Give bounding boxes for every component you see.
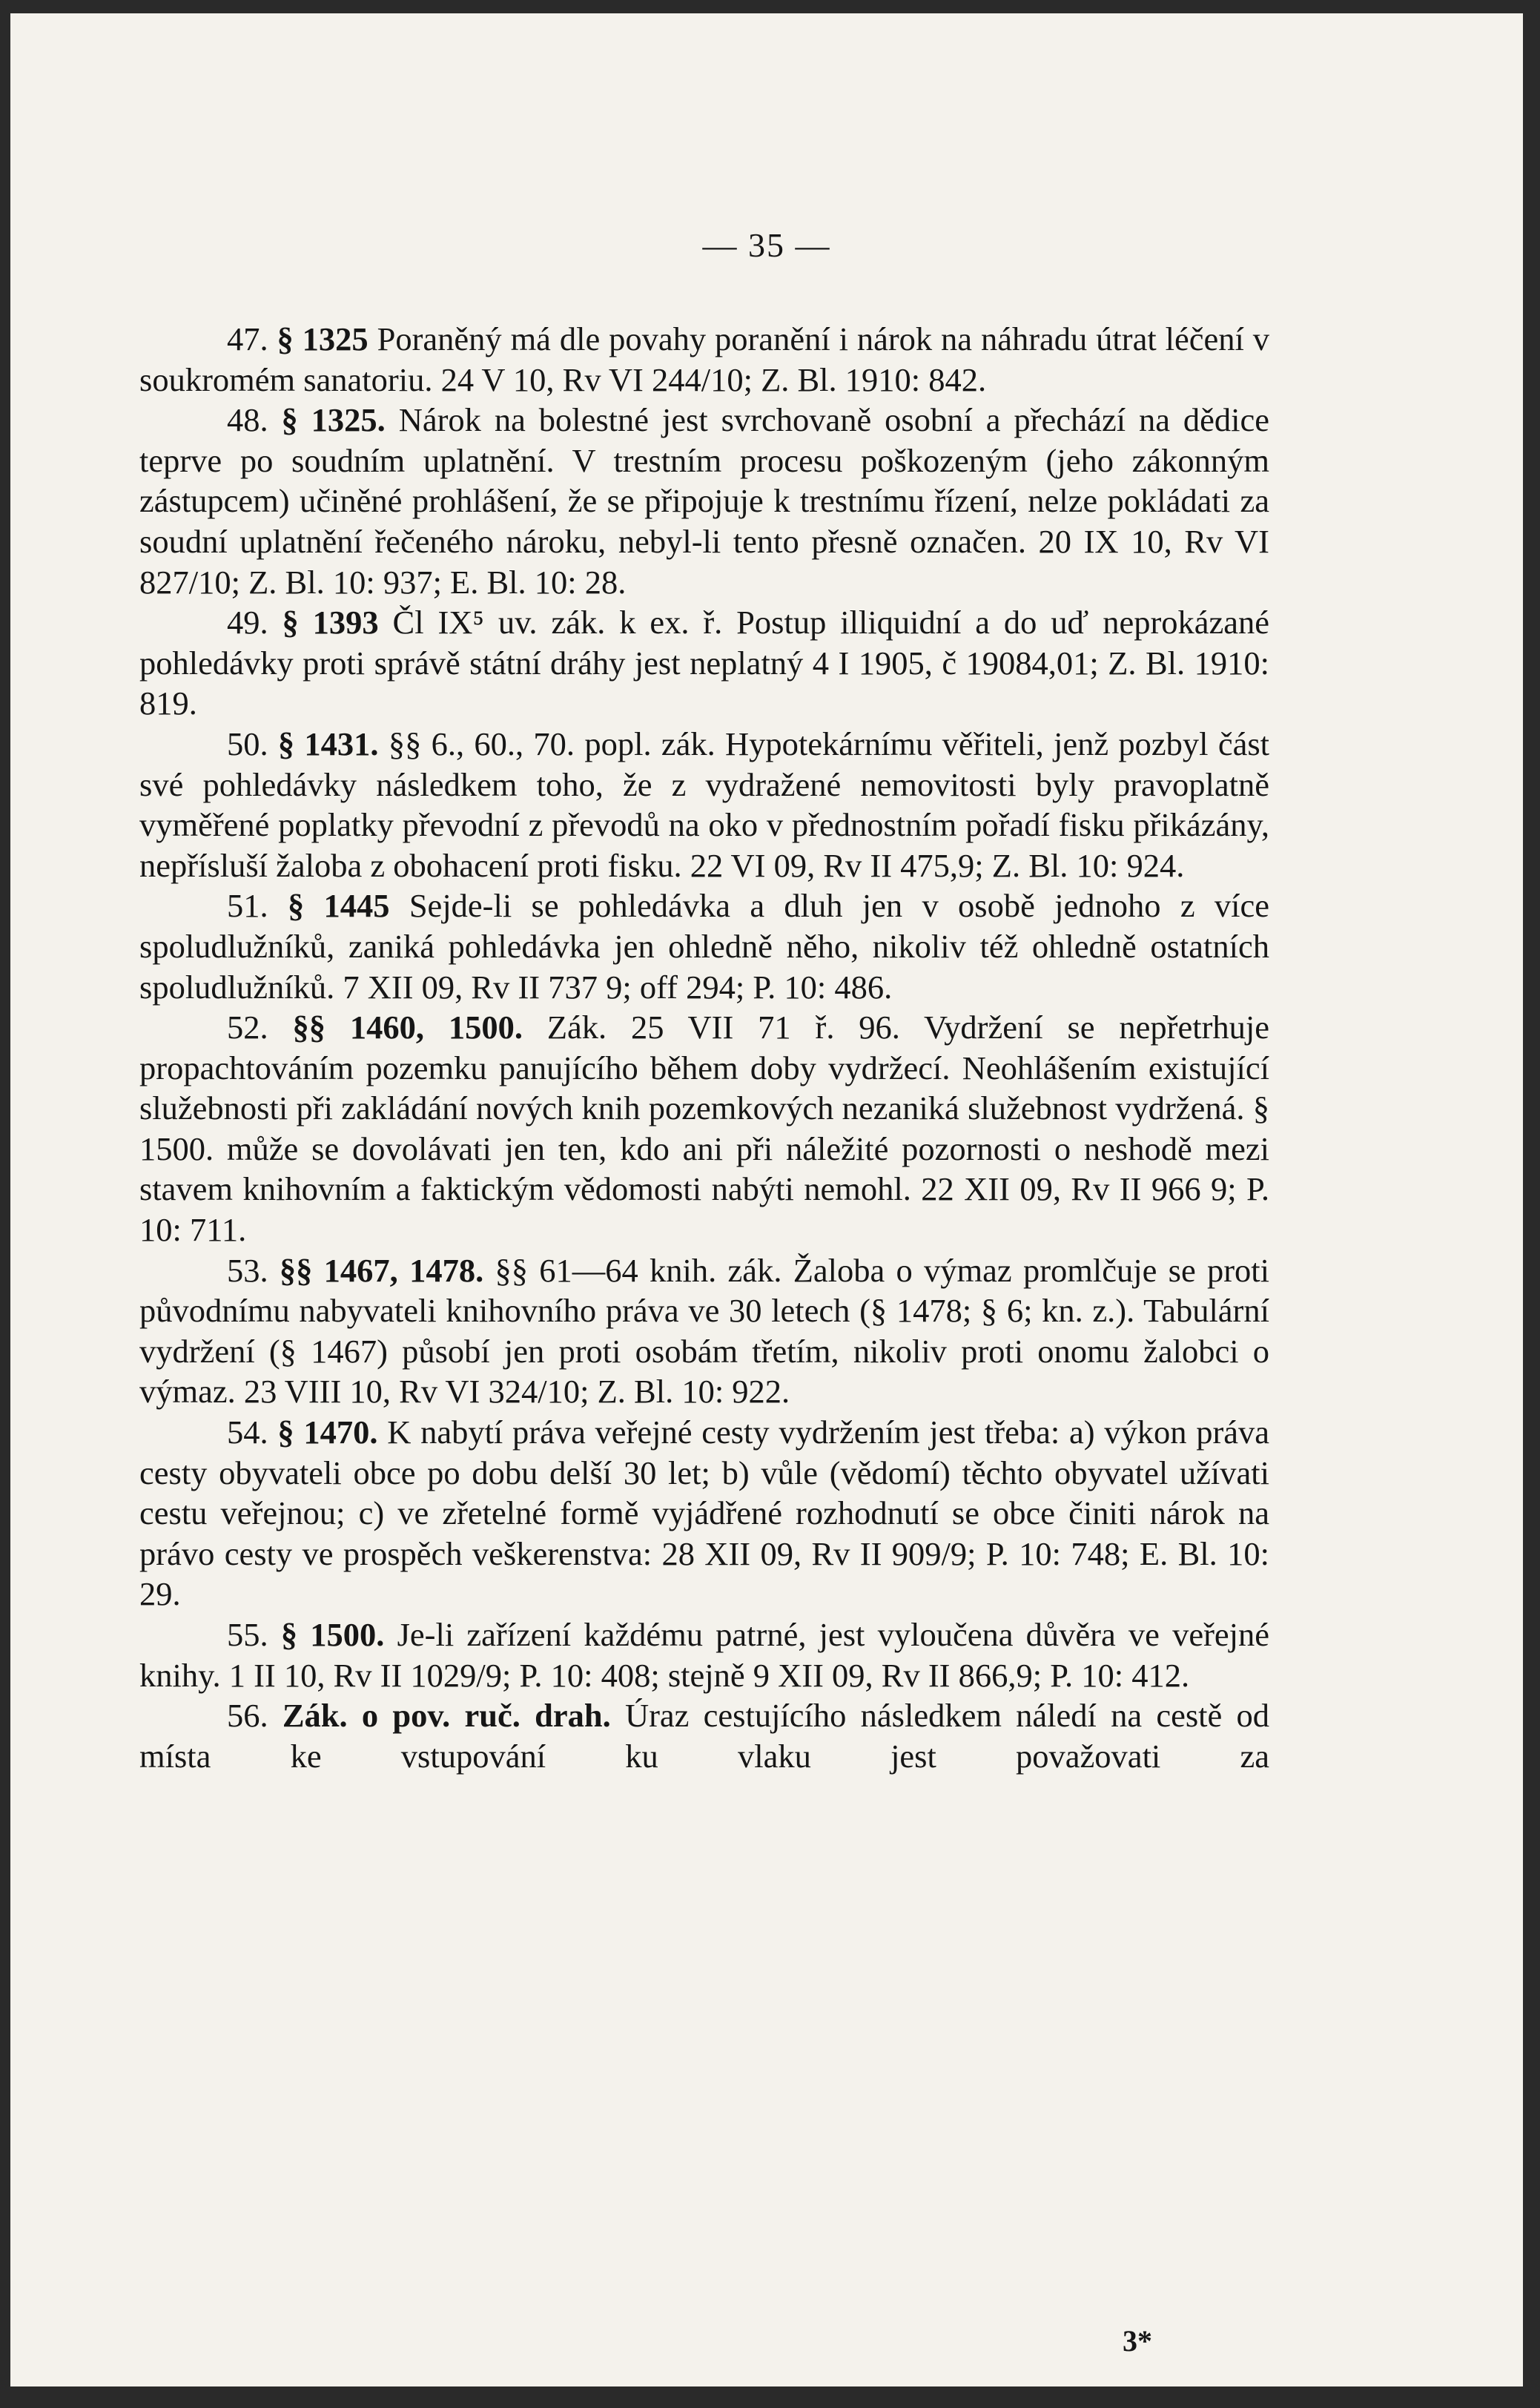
entries-text <box>139 319 1269 1776</box>
entry-lead: §§ 1467, 1478. <box>279 1251 484 1289</box>
entry-text: Úraz cestujícího následkem náledí na cestě od místa ke vstupování ku vlaku jest považovati za <box>139 1697 1270 1775</box>
entry-text: Nárok na bolestné jest svrchovaně osobní a přechází na dědice teprve po soudním uplatnění. V trestním procesu poškozeným (jeho zákonným zástupcem) učiněné prohlášení, že se připojuje k trestnímu řízení, nelze pokládati za soudní uplatnění řečeného nároku, nebyl-li tento přesně označen. 20 IX 10, Rv VI 827/10; Z. Bl. 10: 937; E. Bl. 10: 28. <box>139 401 1270 601</box>
entry-47 <box>139 319 1269 400</box>
entry-number: 54. <box>227 1414 268 1451</box>
entry-number: 49. <box>227 604 268 641</box>
entry-lead: Zák. o pov. ruč. drah. <box>282 1697 611 1735</box>
entry-number: 51. <box>227 887 268 925</box>
entry-text: Sejde-li se pohledávka a dluh jen v osobě jednoho z více spoludlužníků, zaniká pohledávka jen ohledně něho, nikoliv též ohledně ostatních spoludlužníků. 7 XII 09, Rv II 737 9; off 294; P. 10: 486. <box>139 887 1270 1006</box>
entry-56 <box>139 1695 1269 1776</box>
entry-lead: § 1393 <box>282 604 379 641</box>
entry-text: Čl IX⁵ uv. zák. k ex. ř. Postup illiquidní a do uď neprokázané pohledávky proti správě státní dráhy jest neplatný 4 I 1905, č 19084,01; Z. Bl. 1910: 819. <box>139 604 1270 722</box>
signature-mark: 3* <box>1123 2324 1152 2358</box>
entry-lead: § 1445 <box>287 887 390 925</box>
entry-text: Je-li zařízení každému patrné, jest vyloučena důvěra ve veřejné knihy. 1 II 10, Rv II 1029/9; P. 10: 408; stejně 9 XII 09, Rv II 866,9; P. 10: 412. <box>139 1616 1270 1694</box>
entry-number: 47. <box>227 320 268 357</box>
entry-53 <box>139 1250 1269 1412</box>
entry-number: 48. <box>227 401 268 439</box>
entry-lead: § 1325. <box>281 401 386 439</box>
entry-54 <box>139 1412 1269 1614</box>
entry-number: 55. <box>227 1616 268 1653</box>
entry-55 <box>139 1614 1269 1695</box>
entry-lead: § 1325 <box>277 320 369 357</box>
entry-text: K nabytí práva veřejné cesty vydržením jest třeba: a) výkon práva cesty obyvateli obce po dobu delší 30 let; b) vůle (vědomí) těchto obyvatel užívati cestu veřejnou; c) ve zřetelné formě vyjádřené rozhodnutí se obce činiti nárok na právo cesty ve prospěch veškerenstva: 28 XII 09, Rv II 909/9; P. 10: 748; E. Bl. 10: 29. <box>139 1414 1270 1613</box>
entry-number: 50. <box>227 725 268 762</box>
entry-text: §§ 6., 60., 70. popl. zák. Hypotekárnímu věřiteli, jenž pozbyl část své pohledávky následkem toho, že z vydražené nemovitosti byly pravoplatně vyměřené poplatky převodní z převodů na oko v přednostním pořadí fisku přikázány, nepřísluší žaloba z obohacení proti fisku. 22 VI 09, Rv II 475,9; Z. Bl. 10: 924. <box>139 725 1269 884</box>
book-page <box>10 13 1523 2386</box>
entry-48 <box>139 400 1269 602</box>
entry-49 <box>139 602 1269 724</box>
page-number: — 35 — <box>702 226 831 264</box>
entry-lead: § 1431. <box>277 725 379 762</box>
entry-text: Zák. 25 VII 71 ř. 96. Vydržení se nepřetrhuje propachtováním pozemku panujícího během doby vydržecí. Neohlášením existující služebnosti při zakládání nových knih pozemkových nezaniká služebnost vydržená. § 1500. může se dovolávati jen ten, kdo ani při náležité pozornosti o neshodě mezi stavem knihovním a faktickým vědomosti nabýti nemohl. 22 XII 09, Rv II 966 9; P. 10: 711. <box>139 1009 1270 1249</box>
entry-number: 56. <box>227 1697 268 1735</box>
entry-number: 52. <box>227 1009 268 1046</box>
entry-text: §§ 61—64 knih. zák. Žaloba o výmaz promlčuje se proti původnímu nabyvateli knihovního práva ve 30 letech (§ 1478; § 6; kn. z.). Tabulární vydržení (§ 1467) působí jen proti osobám třetím, nikoliv proti onomu žalobci o výmaz. 23 VIII 10, Rv VI 324/10; Z. Bl. 10: 922. <box>139 1251 1270 1411</box>
entry-lead: §§ 1460, 1500. <box>292 1009 523 1046</box>
entry-number: 53. <box>227 1251 268 1289</box>
entry-52 <box>139 1007 1269 1250</box>
entry-51 <box>139 885 1269 1007</box>
entry-lead: § 1470. <box>277 1414 378 1451</box>
entry-text: Poraněný má dle povahy poranění i nárok na náhradu útrat léčení v soukromém sanatoriu. 24 V 10, Rv VI 244/10; Z. Bl. 1910: 842. <box>139 320 1270 398</box>
entry-50 <box>139 724 1269 885</box>
entry-lead: § 1500. <box>280 1616 385 1653</box>
